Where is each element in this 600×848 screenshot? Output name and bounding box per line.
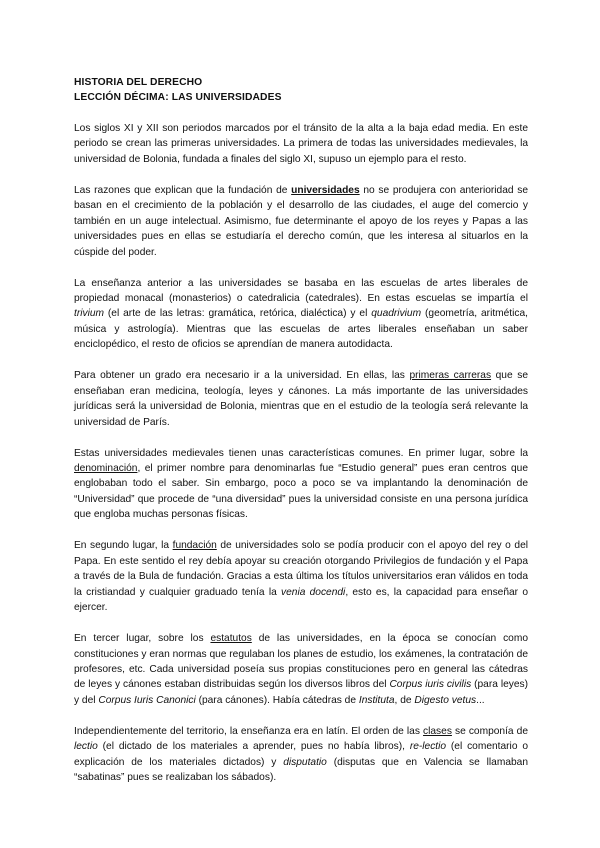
text-run: En tercer lugar, sobre los	[74, 633, 211, 645]
text-run: de universidades solo se podía producir con el apoyo del rey o del Papa. En este sentido el rey debía apoyar su creación otorgando Privilegios de fundación y el Papa a través de la Bula de fundación. Gracias a esta última los títulos universitarios eran válidos en toda la cristiandad y cualquier graduado tenía la	[74, 540, 528, 598]
italic-term: quadrivium	[371, 308, 422, 320]
text-run: Las razones que explican que la fundación de	[74, 184, 292, 196]
italic-term: Corpus iuris civilis	[389, 679, 472, 691]
text-run: , esto es, la capacidad para enseñar o ejercer.	[74, 586, 528, 613]
text-run: no se produjera con anterioridad se basan en el crecimiento de la población y el desarrollo de las ciudades, el auge del comercio y también en un auge intelectual. Asimismo, fue determinante el apoyo de los reyes y Papas a las universidades pues en ellas se estudiaría el derecho común, que les interesa al situarlos en la cúspide del poder.	[74, 184, 528, 258]
text-run: Estas universidades medievales tienen unas características comunes. En primer lugar, sobre la	[74, 447, 528, 459]
text-run: (geometría, aritmética, música y astrología). Mientras que las escuelas de artes liberales enseñaban un saber enciclopédico, el resto de oficios se aprendían de manera autodidacta.	[74, 308, 528, 351]
italic-term: lectio	[74, 741, 98, 753]
text-run: (el arte de las letras: gramática, retórica, dialéctica) y el	[104, 308, 372, 320]
lesson-title: LECCIÓN DÉCIMA: LAS UNIVERSIDADES	[74, 91, 282, 103]
text-run: de las universidades, en la época se conocían como constituciones y eran normas que regulaban los planes de estudio, los exámenes, la contratación de profesores, etc. Cada universidad poseía sus propias constituciones pero en general las cátedras de leyes y cánones estaban distribuidas según los diversos libros del	[74, 633, 528, 691]
underlined-term: clases	[423, 725, 452, 737]
underlined-term: primeras carreras	[409, 370, 492, 382]
underlined-term: fundación	[172, 540, 217, 552]
text-run: , de	[394, 694, 415, 706]
paragraph	[74, 121, 528, 167]
text-run: Independientemente del territorio, la enseñanza era en latín. El orden de las	[74, 725, 424, 737]
underlined-term: denominación	[74, 463, 138, 475]
text-run: (para leyes) y del	[74, 679, 529, 706]
italic-term: Instituta	[358, 694, 395, 706]
paragraph	[74, 183, 528, 260]
italic-term: re-lectio	[409, 741, 447, 753]
paragraph	[74, 631, 528, 708]
italic-term: Corpus Iuris Canonici	[98, 694, 196, 706]
text-run: La enseñanza anterior a las universidades se basaba en las escuelas de artes liberales de propiedad monacal (monasterios) o catedralicia (catedrales). En estas escuelas se impartía el	[74, 277, 528, 305]
paragraph	[74, 368, 528, 430]
text-run: que se enseñaban eran medicina, teología, leyes y cánones. La más importante de las universidades jurídicas será la universidad de Bolonia, mientras que en el estudio de la teología será relevante la universidad de París.	[74, 370, 528, 428]
paragraph	[74, 538, 528, 615]
paragraph-list	[74, 121, 528, 785]
underlined-term: universidades	[291, 184, 360, 196]
document-body	[74, 76, 528, 801]
text-run: (el dictado de los materiales a aprender, pues no había libros),	[97, 741, 410, 753]
text-run: ...	[476, 694, 485, 706]
text-run: , el primer nombre para denominarlas fue “Estudio general” pues eran centros que englobaban todo el saber. Sin embargo, poco a poco se va implantando la denominación de “Universidad” que procede de “una diversidad” pues la universidad consiste en una persona jurídica que engloba muchas personas físicas.	[74, 463, 528, 521]
document-title	[74, 76, 528, 105]
course-title: HISTORIA DEL DERECHO	[74, 77, 203, 88]
text-run: se componía de	[451, 725, 528, 737]
text-run: (disputas que en Valencia se llamaban “sabatinas” pues se realizaban los sábados).	[74, 756, 528, 784]
text-run: (para cánones). Había cátedras de	[195, 694, 359, 706]
text-run: En segundo lugar, la	[74, 540, 173, 552]
paragraph	[74, 446, 528, 523]
italic-term: trivium	[74, 308, 104, 320]
paragraph	[74, 724, 528, 786]
underlined-term: estatutos	[210, 633, 252, 645]
text-run: Los siglos XI y XII son periodos marcados por el tránsito de la alta a la baja edad media. En este periodo se crean las primeras universidades. La primera de todas las universidades medievales, la universidad de Bolonia, fundada a finales del siglo XI, supuso un ejemplo para el resto.	[74, 123, 528, 165]
italic-term: disputatio	[283, 756, 327, 768]
italic-term: venia docendi	[281, 586, 346, 598]
paragraph	[74, 276, 528, 353]
text-run: (el comentario o explicación de los materiales dictados) y	[74, 741, 529, 768]
italic-term: Digesto vetus	[414, 694, 477, 706]
text-run: Para obtener un grado era necesario ir a la universidad. En ellas, las	[74, 370, 410, 382]
